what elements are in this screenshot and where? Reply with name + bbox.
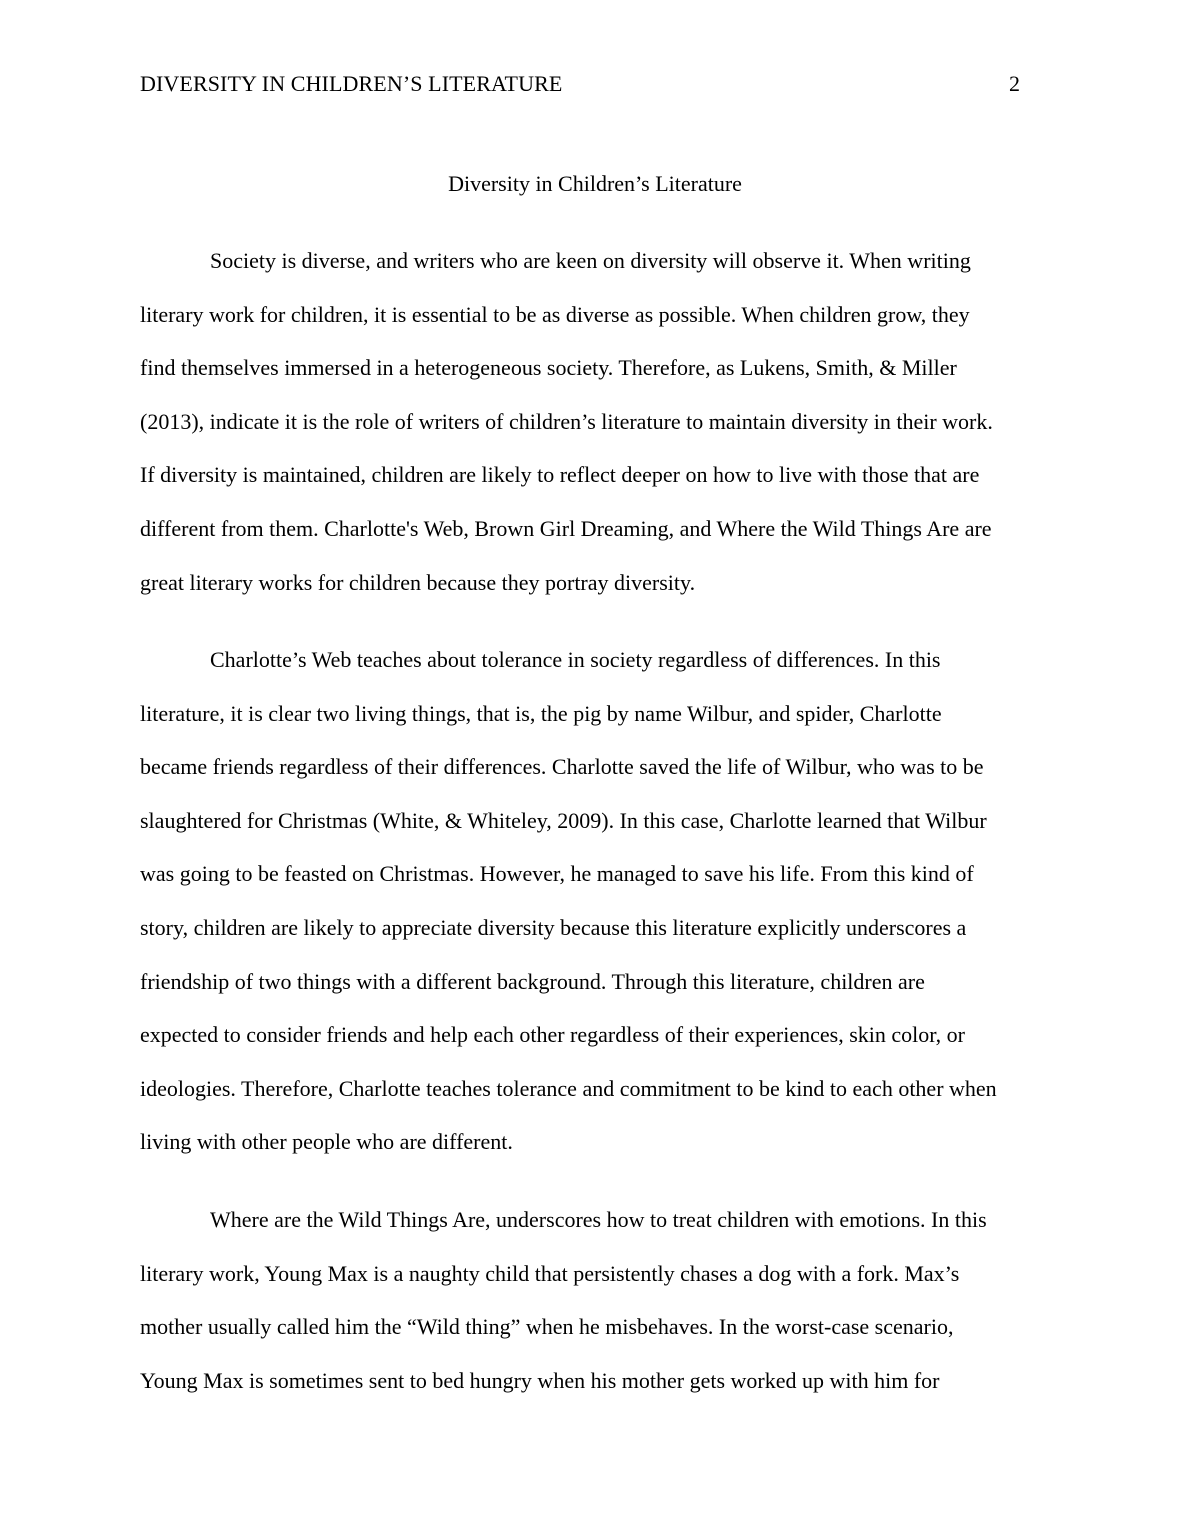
paragraph-line: (2013), indicate it is the role of writers of children’s literature to maintain diversity in their work. <box>140 408 993 434</box>
paragraph-line: expected to consider friends and help each other regardless of their experiences, skin color, or <box>140 1022 966 1048</box>
paragraph-line: story, children are likely to appreciate diversity because this literature explicitly underscores a <box>140 914 967 940</box>
paragraph-line: ideologies. Therefore, Charlotte teaches tolerance and commitment to be kind to each other when <box>140 1075 997 1101</box>
paragraph-line: find themselves immersed in a heterogeneous society. Therefore, as Lukens, Smith, & Miller <box>140 355 957 381</box>
paragraph-line: was going to be feasted on Christmas. However, he managed to save his life. From this kind of <box>140 861 974 887</box>
paragraph-line: literary work, Young Max is a naughty child that persistently chases a dog with a fork. Max’s <box>140 1260 960 1286</box>
paragraph-line: living with other people who are different. <box>140 1129 513 1155</box>
document-title: Diversity in Children’s Literature <box>448 171 742 196</box>
paragraph-line: literary work for children, it is essential to be as diverse as possible. When children grow, they <box>140 301 970 327</box>
paragraph-line: literature, it is clear two living things, that is, the pig by name Wilbur, and spider, Charlotte <box>140 700 942 726</box>
paragraph-line: slaughtered for Christmas (White, & Whiteley, 2009). In this case, Charlotte learned that Wilbur <box>140 807 987 833</box>
running-head: DIVERSITY IN CHILDREN’S LITERATURE <box>140 71 563 96</box>
paragraph-line: mother usually called him the “Wild thing” when he misbehaves. In the worst-case scenario, <box>140 1314 954 1340</box>
paragraph-wild-things <box>140 1206 1060 1420</box>
paragraph-intro <box>140 247 1060 622</box>
paragraph-line: different from them. Charlotte's Web, Brown Girl Dreaming, and Where the Wild Things Are are <box>140 515 992 541</box>
paragraph-line: Charlotte’s Web teaches about tolerance in society regardless of differences. In this <box>210 647 941 672</box>
paragraph-line: Young Max is sometimes sent to bed hungry when his mother gets worked up with him for <box>140 1367 940 1393</box>
paragraph-line: Where are the Wild Things Are, underscores how to treat children with emotions. In this <box>210 1207 987 1232</box>
page-number: 2 <box>1009 71 1020 96</box>
paragraph-line: friendship of two things with a different background. Through this literature, children are <box>140 968 925 994</box>
paragraph-line: If diversity is maintained, children are likely to reflect deeper on how to live with those that are <box>140 462 980 488</box>
paragraph-line: great literary works for children because they portray diversity. <box>140 569 696 595</box>
paragraph-line: Society is diverse, and writers who are keen on diversity will observe it. When writing <box>210 248 971 273</box>
paragraph-line: became friends regardless of their differences. Charlotte saved the life of Wilbur, who was to be <box>140 754 984 780</box>
paragraph-charlottes-web <box>140 646 1060 1182</box>
